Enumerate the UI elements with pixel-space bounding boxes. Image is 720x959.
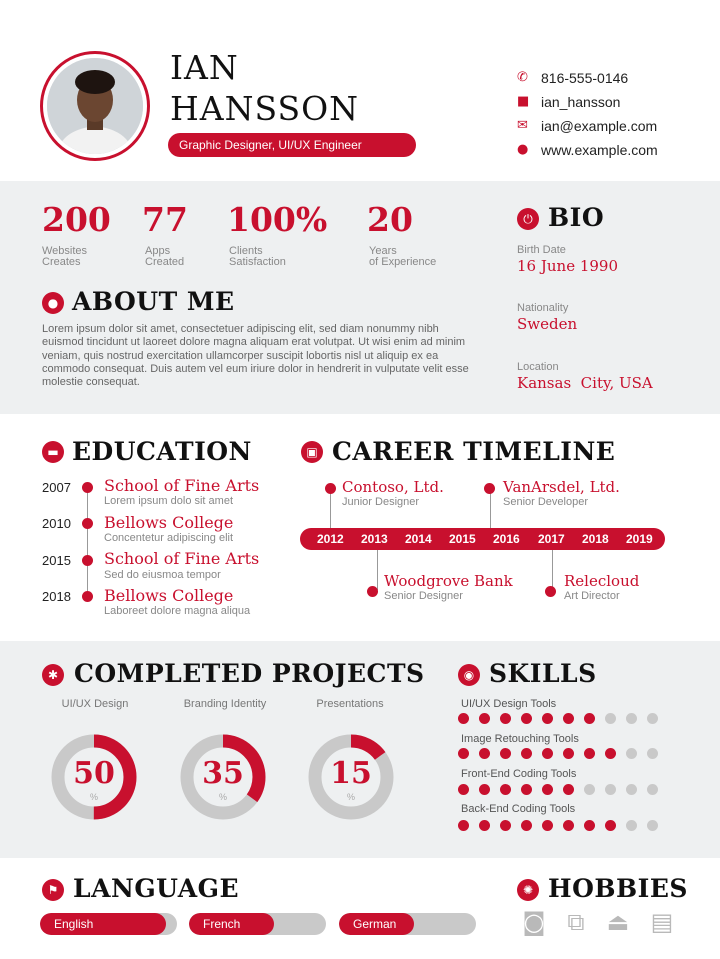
skill-dot-filled	[479, 748, 490, 759]
about-title: ABOUT ME	[72, 287, 235, 316]
skill-dot-filled	[500, 784, 511, 795]
skill-dot-filled	[458, 784, 469, 795]
timeline-year: 2015	[449, 532, 476, 546]
contact-chat	[517, 93, 620, 111]
language-label: English	[54, 917, 94, 931]
person-photo	[47, 58, 143, 154]
role-badge	[168, 133, 416, 157]
skill-label: Image Retouching Tools	[461, 733, 579, 745]
edu-year: 2015	[42, 553, 71, 568]
edu-desc: Concentetur adipiscing elit	[104, 532, 234, 544]
basketball-icon: ✺	[517, 879, 539, 901]
skill-dot-filled	[542, 820, 553, 831]
skill-dot-empty	[626, 713, 637, 724]
skill-dot-filled	[563, 748, 574, 759]
birth-label: Birth Date	[517, 244, 566, 256]
skills-title: SKILLS	[489, 659, 597, 688]
skill-dot-filled	[500, 713, 511, 724]
flag-icon: ⚑	[42, 879, 64, 901]
phone-text: 816-555-0146	[541, 70, 629, 86]
chat-text: ian_hansson	[541, 94, 621, 110]
donut-unit: %	[89, 792, 98, 802]
skill-dot-empty	[584, 784, 595, 795]
donut-value: 35	[202, 756, 244, 791]
stat-value: 200	[42, 200, 111, 239]
web-text[interactable]: www.example.com	[541, 142, 658, 158]
graduation-cap-icon: ▬	[42, 441, 64, 463]
skill-label: Front-End Coding Tools	[461, 768, 577, 780]
timeline-year: 2012	[317, 532, 344, 546]
skill-dot-filled	[605, 748, 616, 759]
skill-dot-empty	[605, 713, 616, 724]
edu-desc: Lorem ipsum dolo sit amet	[104, 495, 233, 507]
about-text: Lorem ipsum dolor sit amet, consectetuer adipiscing elit, sed diam nonummy nibh euismod tincidunt ut laoreet dolore magna aliquam erat volutpat. Ut wisi enim ad minim veniam, quis nostrud exercitation ullamcorper suscipit lobortis nisl ut aliquip ex ea commodo consequat. Duis autem vel eum iriure dolor in hendrerit in vulputate velit esse molestie consequat.	[42, 323, 469, 389]
camera-icon: ◙	[522, 908, 546, 936]
skill-dot-filled	[542, 713, 553, 724]
timeline-connector	[377, 550, 378, 590]
project-donut	[308, 734, 394, 820]
donut-unit: %	[346, 792, 355, 802]
stat-label: Years of Experience	[369, 245, 437, 268]
gaming-icon: ⧉	[567, 908, 585, 936]
skill-dot-filled	[584, 713, 595, 724]
edu-dot	[82, 555, 93, 566]
language-title: LANGUAGE	[73, 874, 240, 903]
timeline-company: Woodgrove Bank	[384, 572, 513, 590]
timeline-year: 2016	[493, 532, 520, 546]
skill-dot-empty	[647, 820, 658, 831]
stat-value: 20	[367, 200, 413, 239]
skill-dot-empty	[626, 784, 637, 795]
skill-meter	[458, 713, 658, 724]
timeline-company: VanArsdel, Ltd.	[503, 478, 620, 496]
skill-dot-filled	[458, 748, 469, 759]
skill-dot-filled	[479, 784, 490, 795]
skill-dot-filled	[521, 784, 532, 795]
power-icon: ⏻	[517, 208, 539, 230]
role-text: Graphic Designer, UI/UX Engineer	[179, 138, 362, 152]
contact-phone	[517, 69, 628, 87]
stat-label: Websites Creates	[42, 245, 88, 268]
skill-track	[462, 825, 651, 826]
edu-dot	[82, 591, 93, 602]
edu-school: School of Fine Arts	[104, 476, 260, 495]
donut-value: 50	[73, 756, 115, 791]
location-label: Location	[517, 361, 559, 373]
edu-dot	[82, 518, 93, 529]
career-title: CAREER TIMELINE	[332, 437, 616, 466]
first-name: IAN	[170, 48, 239, 87]
skill-dot-filled	[563, 784, 574, 795]
skill-dot-empty	[647, 748, 658, 759]
nationality-value: Sweden	[517, 315, 578, 333]
edu-school: Bellows College	[104, 586, 234, 605]
skill-dot-filled	[500, 748, 511, 759]
briefcase-icon: ▣	[301, 441, 323, 463]
skill-meter	[458, 820, 658, 831]
person-icon: ●	[42, 292, 64, 314]
chat-icon: ■	[517, 94, 530, 109]
project-donut	[180, 734, 266, 820]
stat-value: 77	[142, 200, 188, 239]
timeline-role: Junior Designer	[342, 496, 420, 508]
timeline-year: 2013	[361, 532, 388, 546]
skill-dot-filled	[584, 748, 595, 759]
language-label: French	[203, 917, 241, 931]
edu-year: 2018	[42, 589, 71, 604]
skill-dot-filled	[521, 820, 532, 831]
skill-dot-empty	[605, 784, 616, 795]
bio-title: BIO	[548, 203, 605, 232]
stat-label: Clients Satisfaction	[229, 245, 286, 268]
timeline-year: 2014	[405, 532, 432, 546]
timeline-connector	[330, 488, 331, 528]
timeline-dot	[545, 586, 556, 597]
timeline-company: Contoso, Ltd.	[342, 478, 444, 496]
pin-icon: ◉	[458, 664, 480, 686]
skill-dot-filled	[521, 748, 532, 759]
skill-dot-empty	[647, 713, 658, 724]
skill-dot-filled	[563, 820, 574, 831]
donut-value: 15	[330, 756, 372, 791]
language-bar	[339, 913, 476, 935]
skill-meter	[458, 784, 658, 795]
phone-icon: ✆	[517, 70, 528, 85]
timeline-year: 2019	[626, 532, 653, 546]
globe-icon: ●	[517, 142, 529, 157]
cooking-icon: ⏏	[606, 908, 630, 936]
skill-meter	[458, 748, 658, 759]
edu-school: School of Fine Arts	[104, 549, 260, 568]
skill-dot-filled	[521, 713, 532, 724]
travel-icon: ▤	[650, 908, 674, 936]
contact-email[interactable]	[517, 117, 657, 135]
projects-title: COMPLETED PROJECTS	[74, 659, 425, 688]
timeline-dot	[367, 586, 378, 597]
education-title: EDUCATION	[72, 437, 252, 466]
language-bar	[40, 913, 177, 935]
timeline-role: Art Director	[564, 590, 620, 602]
skill-track	[462, 753, 651, 754]
timeline-dot	[484, 483, 495, 494]
skill-dot-filled	[584, 820, 595, 831]
skill-dot-filled	[458, 820, 469, 831]
email-icon: ✉	[517, 118, 528, 133]
education-line	[87, 488, 88, 596]
skill-dot-filled	[500, 820, 511, 831]
timeline-bar	[300, 528, 665, 550]
edu-year: 2010	[42, 516, 71, 531]
birth-value: 16 June 1990	[517, 257, 619, 275]
skill-dot-empty	[626, 748, 637, 759]
profile-photo	[40, 51, 150, 161]
timeline-company: Relecloud	[564, 572, 640, 590]
timeline-role: Senior Developer	[503, 496, 588, 508]
skill-dot-filled	[542, 784, 553, 795]
nationality-label: Nationality	[517, 302, 569, 314]
language-label: German	[353, 917, 397, 931]
timeline-year: 2018	[582, 532, 609, 546]
language-bar	[189, 913, 326, 935]
skill-track	[462, 718, 651, 719]
skill-dot-filled	[563, 713, 574, 724]
timeline-connector	[552, 550, 553, 590]
skill-dot-filled	[542, 748, 553, 759]
skill-dot-filled	[605, 820, 616, 831]
edu-desc: Laboreet dolore magna aliqua	[104, 605, 251, 617]
stat-value: 100%	[227, 200, 328, 239]
edu-desc: Sed do eiusmoa tempor	[104, 569, 221, 581]
donut-unit: %	[218, 792, 227, 802]
location-value: Kansas City, USA	[517, 374, 653, 392]
timeline-dot	[325, 483, 336, 494]
contact-web[interactable]	[517, 141, 658, 159]
project-label: UI/UX Design	[61, 698, 129, 710]
edu-year: 2007	[42, 480, 71, 495]
skill-dot-empty	[626, 820, 637, 831]
timeline-role: Senior Designer	[384, 590, 463, 602]
hobbies-title: HOBBIES	[548, 874, 688, 903]
project-donut	[51, 734, 137, 820]
last-name: HANSSON	[170, 89, 360, 128]
skill-dot-filled	[458, 713, 469, 724]
stat-label: Apps Created	[145, 245, 185, 268]
edu-school: Bellows College	[104, 513, 234, 532]
timeline-year: 2017	[538, 532, 565, 546]
skill-label: UI/UX Design Tools	[461, 698, 557, 710]
skill-dot-filled	[479, 820, 490, 831]
skill-label: Back-End Coding Tools	[461, 803, 576, 815]
skill-dot-filled	[479, 713, 490, 724]
project-label: Presentations	[316, 698, 384, 710]
asterisk-icon: ✱	[42, 664, 64, 686]
skill-track	[462, 789, 651, 790]
skill-dot-empty	[647, 784, 658, 795]
timeline-connector	[490, 488, 491, 528]
edu-dot	[82, 482, 93, 493]
project-label: Branding Identity	[183, 698, 267, 710]
email-text[interactable]: ian@example.com	[541, 118, 658, 134]
